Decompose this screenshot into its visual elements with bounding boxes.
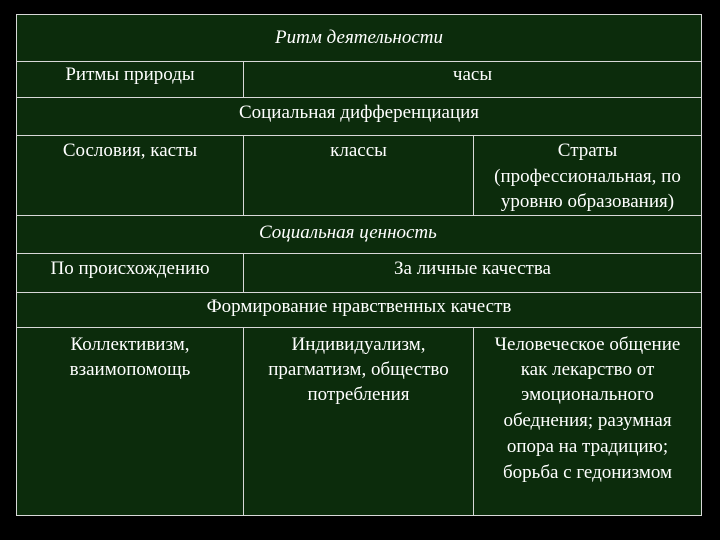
grid-line — [17, 292, 701, 293]
human-communication-line-6: борьба с гедонизмом — [502, 462, 672, 483]
grid-line — [17, 327, 701, 328]
individualism-line-2: прагматизм, общество — [268, 359, 449, 380]
comparison-table — [16, 14, 702, 516]
grid-line — [17, 97, 701, 98]
human-communication-line-1: Человеческое общение — [494, 334, 681, 355]
activity-rhythm-title: Ритм деятельности — [274, 27, 443, 48]
classes-cell: классы — [330, 140, 387, 161]
grid-line — [17, 135, 701, 136]
grid-line — [17, 61, 701, 62]
human-communication-line-5: опора на традицию; — [506, 436, 669, 457]
by-origin-cell: По происхождению — [50, 258, 210, 279]
human-communication-line-4: обеднения; разумная — [503, 410, 672, 431]
estates-castes-cell: Сословия, касты — [62, 140, 198, 161]
human-communication-line-3: эмоционального — [521, 384, 654, 405]
grid-line — [17, 215, 701, 216]
nature-rhythms-cell: Ритмы природы — [65, 64, 195, 85]
collectivism-line-2: взаимопомощь — [69, 359, 191, 380]
grid-line — [17, 253, 701, 254]
human-communication-line-2: как лекарство от — [520, 359, 655, 380]
strata-cell-line-3: уровню образования) — [500, 191, 675, 212]
moral-qualities-title: Формирование нравственных качеств — [206, 296, 512, 317]
personal-qualities-cell: За личные качества — [394, 258, 551, 279]
strata-cell-line-2: (профессиональная, по — [494, 166, 681, 187]
strata-cell-line-1: Страты — [557, 140, 618, 161]
individualism-line-1: Индивидуализм, — [291, 334, 426, 355]
social-value-title: Социальная ценность — [259, 222, 437, 243]
collectivism-line-1: Коллективизм, — [70, 334, 190, 355]
social-differentiation-title: Социальная дифференциация — [238, 102, 480, 123]
individualism-line-3: потребления — [307, 384, 410, 405]
clock-cell: часы — [452, 64, 493, 85]
